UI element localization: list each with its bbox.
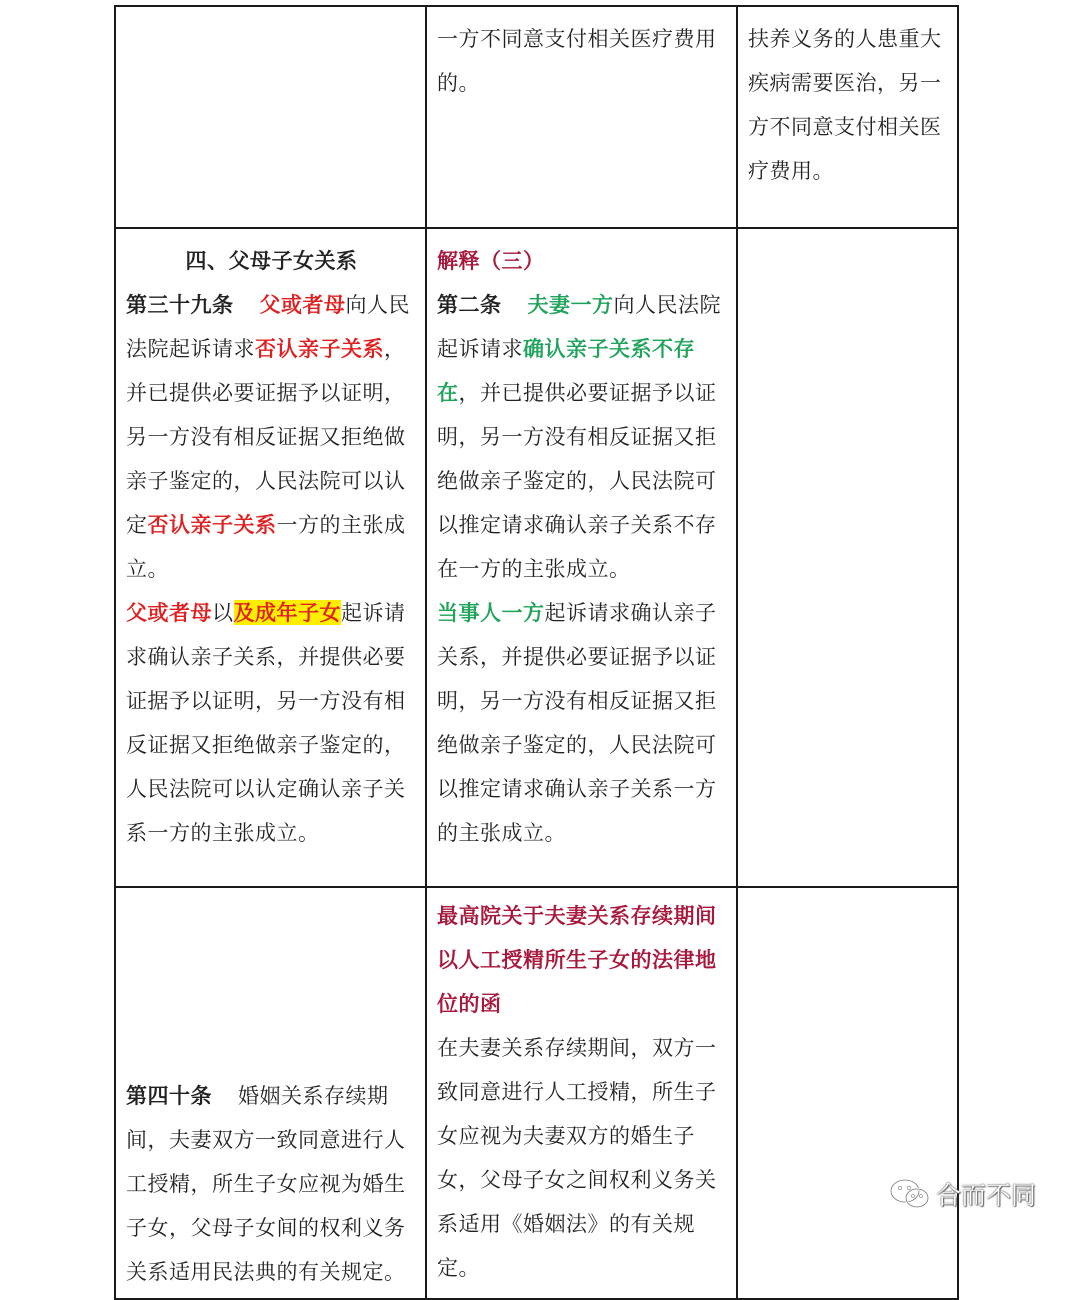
text-run: 婚姻关系存续期间，夫妻双方一致同意进行人工授精，所生子女应视为婚生子女，父母子女间的权利义务关系适用民法典的有关规定。 <box>126 1084 406 1284</box>
table-cell-empty <box>737 887 958 1299</box>
section-heading: 四、父母子女关系 <box>185 248 358 273</box>
highlight-party: 父或者母 <box>259 292 346 317</box>
article-label: 第三十九条 <box>126 292 234 317</box>
cell-text: 扶养义务的人患重大疾病需要医治，另一方不同意支付相关医疗费用。 <box>748 27 942 183</box>
article-2-paragraph-2 <box>437 591 728 855</box>
letter-heading: 最高院关于夫妻关系存续期间以人工授精所生子女的法律地位的函 <box>437 903 717 1016</box>
text-run: 起诉请求确认亲子关系，并提供必要证据予以证明，另一方没有相反证据又拒绝做亲子鉴定的，人民法院可以认定确认亲子关系一方的主张成立。 <box>126 601 406 845</box>
text-run: ，并已提供必要证据予以证明，另一方没有相反证据又拒绝做亲子鉴定的，人民法院可以认定 <box>126 337 406 537</box>
cell-text: 一方不同意支付相关医疗费用的。 <box>437 27 717 95</box>
text-run: ，并已提供必要证据予以证明，另一方没有相反证据又拒绝做亲子鉴定的，人民法院可以推定请求确认亲子关系不存在一方的主张成立。 <box>437 381 717 581</box>
highlight-party: 当事人一方 <box>437 600 545 625</box>
comparison-table <box>114 5 959 1300</box>
table-cell <box>115 887 426 1299</box>
wechat-icon <box>888 1177 932 1211</box>
text-run: 起诉请求确认亲子关系，并提供必要证据予以证明，另一方没有相反证据又拒绝做亲子鉴定的，人民法院可以推定请求确认亲子关系一方的主张成立。 <box>437 601 717 845</box>
highlight-deny: 否认亲子关系 <box>147 512 277 537</box>
watermark-text: 合而不同 <box>936 1181 1037 1210</box>
table-cell <box>426 228 737 887</box>
table-cell-empty <box>115 6 426 228</box>
watermark <box>888 1176 1036 1212</box>
highlight-party: 夫妻一方 <box>527 292 614 317</box>
article-label: 第四十条 <box>126 1083 212 1108</box>
table-row <box>115 228 958 887</box>
table-row <box>115 887 958 1299</box>
article-39-paragraph-2 <box>126 591 417 855</box>
table-cell <box>426 6 737 228</box>
article-39-paragraph-1 <box>126 283 417 591</box>
article-label: 第二条 <box>437 292 502 317</box>
table-cell <box>737 6 958 228</box>
table-cell-empty <box>737 228 958 887</box>
article-2-paragraph-1 <box>437 283 728 591</box>
table-cell <box>426 887 737 1299</box>
text-run: 向人民法院起诉请求 <box>126 293 410 361</box>
table-row <box>115 6 958 228</box>
article-40-paragraph <box>126 1074 417 1294</box>
highlight-confirm: 确认亲子关系不存在 <box>437 336 695 405</box>
interpretation-heading: 解释（三） <box>437 248 545 273</box>
highlight-adult-children: 及成年子女 <box>233 600 341 625</box>
text-run: 一方的主张成立。 <box>126 513 406 581</box>
table-cell <box>115 228 426 887</box>
text-run: 以 <box>212 601 234 625</box>
text-run: 向人民法院起诉请求 <box>437 293 721 361</box>
letter-paragraph: 在夫妻关系存续期间，双方一致同意进行人工授精，所生子女应视为夫妻双方的婚生子女，父母子女之间权利义务关系适用《婚姻法》的有关规定。 <box>437 1036 717 1280</box>
highlight-deny: 否认亲子关系 <box>255 336 384 361</box>
highlight-party: 父或者母 <box>126 600 212 625</box>
